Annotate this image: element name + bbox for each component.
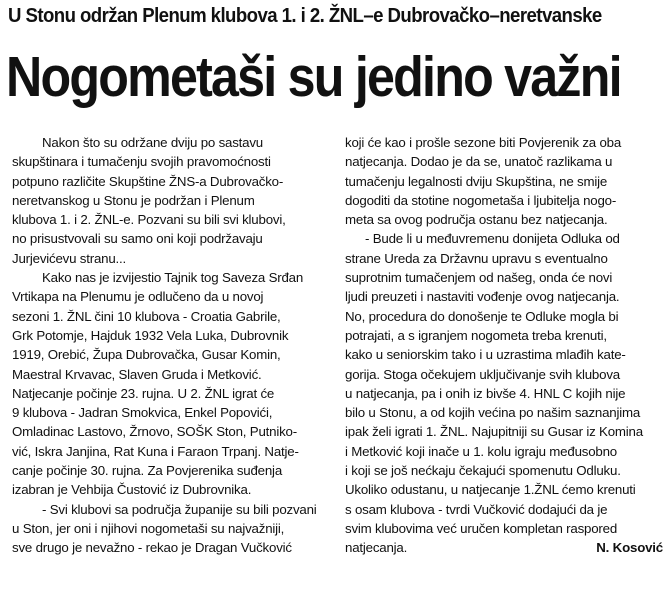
text-line: Grk Potomje, Hajduk 1932 Vela Luka, Dubrovnik bbox=[12, 327, 289, 343]
text-line: skupštinara i tumačenju svojih pravomoćnosti bbox=[12, 154, 271, 170]
text-line: Natjecanje počinje 23. rujna. U 2. ŽNL igrat će bbox=[12, 385, 275, 401]
article-headline: Nogometaši su jedino važni bbox=[6, 45, 621, 109]
text-line: vić, Iskra Janjina, Rat Kuna i Faraon Trpanj. Natje- bbox=[12, 443, 299, 459]
author-signature: N. Kosović bbox=[596, 540, 663, 556]
text-line: u natjecanja, pa i onih iz bivše 4. HNL C kojih nije bbox=[345, 385, 626, 401]
text-line: - Svi klubovi sa područja županije su bili pozvani bbox=[42, 501, 317, 517]
text-line: natjecanja. N. Kosović bbox=[345, 538, 663, 557]
text-line: gorija. Stoga očekujem uključivanje svih klubova bbox=[345, 366, 620, 382]
text-line: izabran je Vehbija Čustović iz Dubrovnika. bbox=[12, 482, 252, 498]
text-line: dogoditi da stotine nogometaša i ljubitelja nogo- bbox=[345, 192, 617, 208]
text-line: u Ston, jer oni i njihovi nogometaši su najvažniji, bbox=[12, 520, 285, 536]
text-line: Jurjevićevu stranu... bbox=[12, 250, 127, 266]
text-line: koji će kao i prošle sezone biti Povjerenik za oba bbox=[345, 135, 622, 150]
text-line: suprotnim tumačenjem od našeg, onda će novi bbox=[345, 270, 613, 286]
text-line: bilo u Stonu, a od kojih većina po našim saznanjima bbox=[345, 405, 641, 421]
text-line: natjecanja. Dodao je da se, unatoč razlikama u bbox=[345, 154, 613, 170]
text-line: ipak želi igrati 1. ŽNL. Najupitniji su Gusar iz Komina bbox=[345, 424, 643, 440]
text-line: Ukoliko odustanu, u natjecanje 1.ŽNL ćemo krenuti bbox=[345, 482, 636, 498]
text-line: - Bude li u međuvremenu donijeta Odluka od bbox=[365, 231, 620, 247]
text-line: svim klubovima već uručen kompletan raspored bbox=[345, 520, 618, 536]
text-line: sezoni 1. ŽNL čini 10 klubova - Croatia Gabrile, bbox=[12, 308, 281, 324]
text-line: potrajati, a s igranjem nogometa treba krenuti, bbox=[345, 327, 607, 343]
article-kicker: U Stonu održan Plenum klubova 1. i 2. ŽNL–e Dubrovačko–neretvanske bbox=[8, 5, 602, 27]
text-line: i Metković koji inače u 1. kolu igraju međusobno bbox=[345, 443, 617, 459]
text-line: sve drugo je nevažno - rekao je Dragan Vučković bbox=[12, 540, 292, 556]
text-line: kako u seniorskim tako i u uzrastima mlađih kate- bbox=[345, 347, 626, 363]
text-line: no prisustvovali su samo oni koji podržavaju bbox=[12, 231, 263, 247]
text-line: No, procedura do donošenje te Odluke mogla bi bbox=[345, 308, 619, 324]
text-line: Nakon što su održane dviju po sastavu bbox=[42, 135, 263, 150]
text-line: neretvanskog u Stonu je podržan i Plenum bbox=[12, 192, 255, 208]
text-line: klubova 1. i 2. ŽNL-e. Pozvani su bili svi klubovi, bbox=[12, 212, 286, 228]
text-line: 1919, Orebić, Župa Dubrovačka, Gusar Komin, bbox=[12, 347, 281, 363]
article-column-right bbox=[345, 133, 663, 558]
article-column-left bbox=[12, 133, 330, 558]
text-line: Kako nas je izvijestio Tajnik tog Saveza Srđan bbox=[42, 270, 304, 286]
text-line: s osam klubova - tvrdi Vučković dodajući da je bbox=[345, 501, 608, 517]
text-line: canje počinje 30. rujna. Za Povjerenika suđenja bbox=[12, 463, 283, 479]
text-line: ljudi preuzeti i nastaviti vođenje ovog natjecanja. bbox=[345, 289, 620, 305]
text-line: potpuno različite Skupštine ŽNS-a Dubrovačko- bbox=[12, 173, 284, 189]
text-line: Maestral Krvavac, Slaven Gruda i Metković. bbox=[12, 366, 262, 382]
text-line: i koji se još nećkaju čekajući spomenutu Odluku. bbox=[345, 463, 621, 479]
text-line: Vrtikapa na Plenumu je odlučeno da u novoj bbox=[12, 289, 264, 305]
text-line: strane Ureda za Državnu upravu s eventualno bbox=[345, 250, 608, 266]
text-line: 9 klubova - Jadran Smokvica, Enkel Popovići, bbox=[12, 405, 273, 421]
text-line: meta sa ovog područja ostanu bez natjecanja. bbox=[345, 212, 608, 228]
text-line: Omladinac Lastovo, Žrnovo, SOŠK Ston, Putniko- bbox=[12, 424, 297, 440]
text-line: tumačenju legalnosti dviju Skupština, ne smije bbox=[345, 173, 608, 189]
